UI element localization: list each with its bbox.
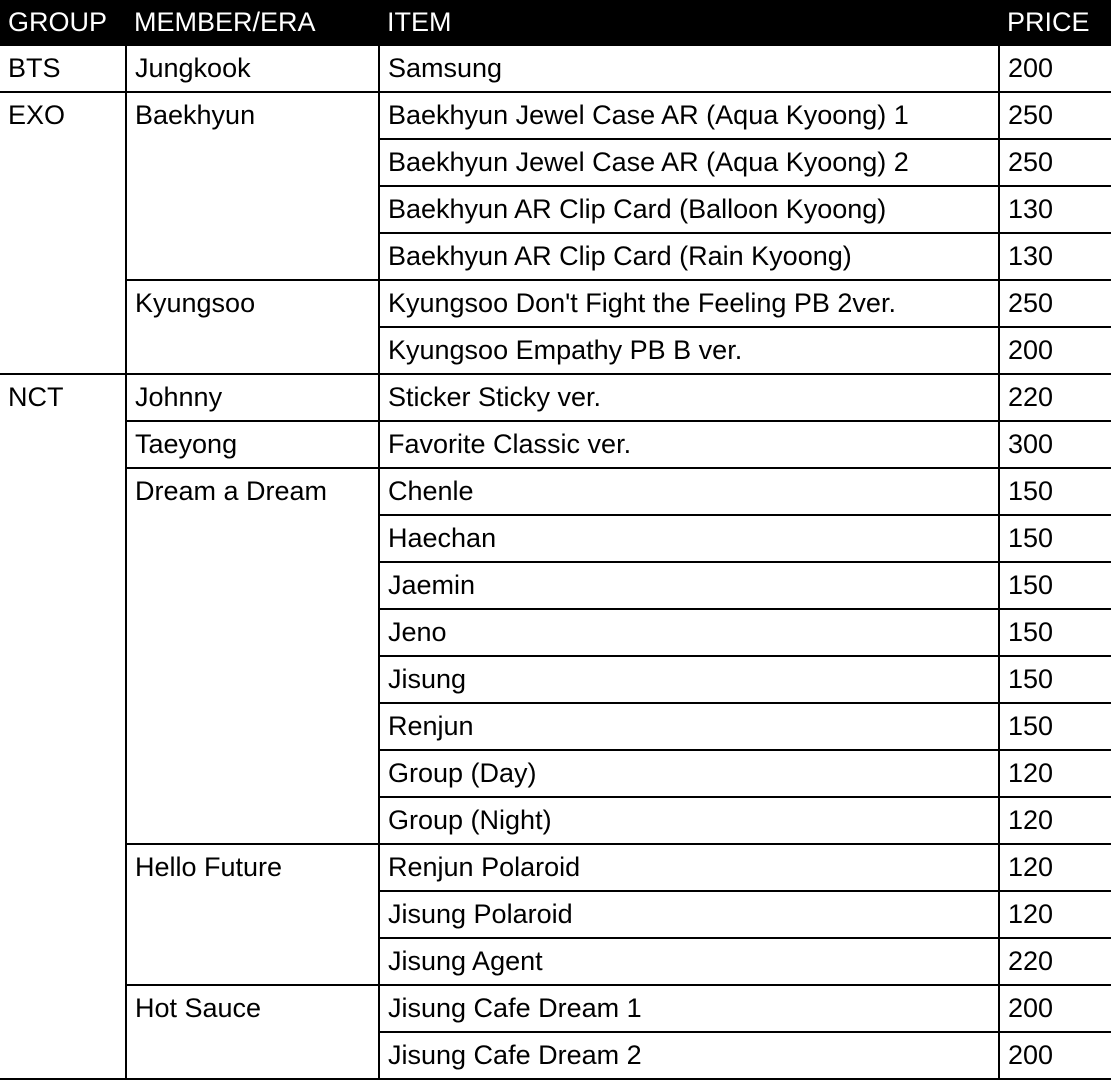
header-price: PRICE (999, 0, 1111, 45)
header-row (0, 0, 1111, 45)
item-cell: Group (Night) (379, 797, 999, 844)
price-cell: 250 (999, 92, 1111, 139)
group-cell: BTS (0, 45, 126, 92)
item-cell: Jaemin (379, 562, 999, 609)
item-cell: Jisung Agent (379, 938, 999, 985)
member-era-cell: Jungkook (126, 45, 379, 92)
price-cell: 220 (999, 374, 1111, 421)
price-cell: 150 (999, 703, 1111, 750)
table-row (0, 374, 1111, 421)
price-cell: 200 (999, 1032, 1111, 1079)
item-cell: Kyungsoo Don't Fight the Feeling PB 2ver. (379, 280, 999, 327)
item-cell: Baekhyun Jewel Case AR (Aqua Kyoong) 2 (379, 139, 999, 186)
price-cell: 150 (999, 468, 1111, 515)
price-cell: 200 (999, 45, 1111, 92)
price-cell: 150 (999, 515, 1111, 562)
price-cell: 120 (999, 797, 1111, 844)
price-cell: 300 (999, 421, 1111, 468)
item-cell: Renjun Polaroid (379, 844, 999, 891)
price-cell: 250 (999, 139, 1111, 186)
price-cell: 130 (999, 186, 1111, 233)
header-member-era: MEMBER/ERA (126, 0, 379, 45)
table-row (0, 985, 1111, 1032)
table-row (0, 844, 1111, 891)
price-cell: 130 (999, 233, 1111, 280)
item-cell: Jisung (379, 656, 999, 703)
member-era-cell: Kyungsoo (126, 280, 379, 374)
price-cell: 120 (999, 750, 1111, 797)
table-row (0, 280, 1111, 327)
item-cell: Haechan (379, 515, 999, 562)
item-cell: Baekhyun Jewel Case AR (Aqua Kyoong) 1 (379, 92, 999, 139)
item-cell: Jeno (379, 609, 999, 656)
table-header (0, 0, 1111, 45)
member-era-cell: Dream a Dream (126, 468, 379, 844)
item-cell: Kyungsoo Empathy PB B ver. (379, 327, 999, 374)
group-cell: NCT (0, 374, 126, 1079)
item-cell: Group (Day) (379, 750, 999, 797)
item-cell: Samsung (379, 45, 999, 92)
member-era-cell: Baekhyun (126, 92, 379, 280)
member-era-cell: Hello Future (126, 844, 379, 985)
price-cell: 120 (999, 844, 1111, 891)
table-body (0, 45, 1111, 1079)
table-row (0, 468, 1111, 515)
item-cell: Jisung Polaroid (379, 891, 999, 938)
member-era-cell: Hot Sauce (126, 985, 379, 1079)
price-cell: 200 (999, 327, 1111, 374)
price-cell: 200 (999, 985, 1111, 1032)
item-cell: Sticker Sticky ver. (379, 374, 999, 421)
item-cell: Jisung Cafe Dream 2 (379, 1032, 999, 1079)
member-era-cell: Taeyong (126, 421, 379, 468)
member-era-cell: Johnny (126, 374, 379, 421)
price-cell: 220 (999, 938, 1111, 985)
table-row (0, 421, 1111, 468)
item-cell: Chenle (379, 468, 999, 515)
header-group: GROUP (0, 0, 126, 45)
item-cell: Renjun (379, 703, 999, 750)
table-row (0, 92, 1111, 139)
price-cell: 150 (999, 609, 1111, 656)
item-cell: Favorite Classic ver. (379, 421, 999, 468)
table-row (0, 45, 1111, 92)
price-cell: 250 (999, 280, 1111, 327)
price-cell: 150 (999, 562, 1111, 609)
group-cell: EXO (0, 92, 126, 374)
item-cell: Baekhyun AR Clip Card (Balloon Kyoong) (379, 186, 999, 233)
header-item: ITEM (379, 0, 999, 45)
item-cell: Jisung Cafe Dream 1 (379, 985, 999, 1032)
price-cell: 150 (999, 656, 1111, 703)
price-cell: 120 (999, 891, 1111, 938)
item-cell: Baekhyun AR Clip Card (Rain Kyoong) (379, 233, 999, 280)
